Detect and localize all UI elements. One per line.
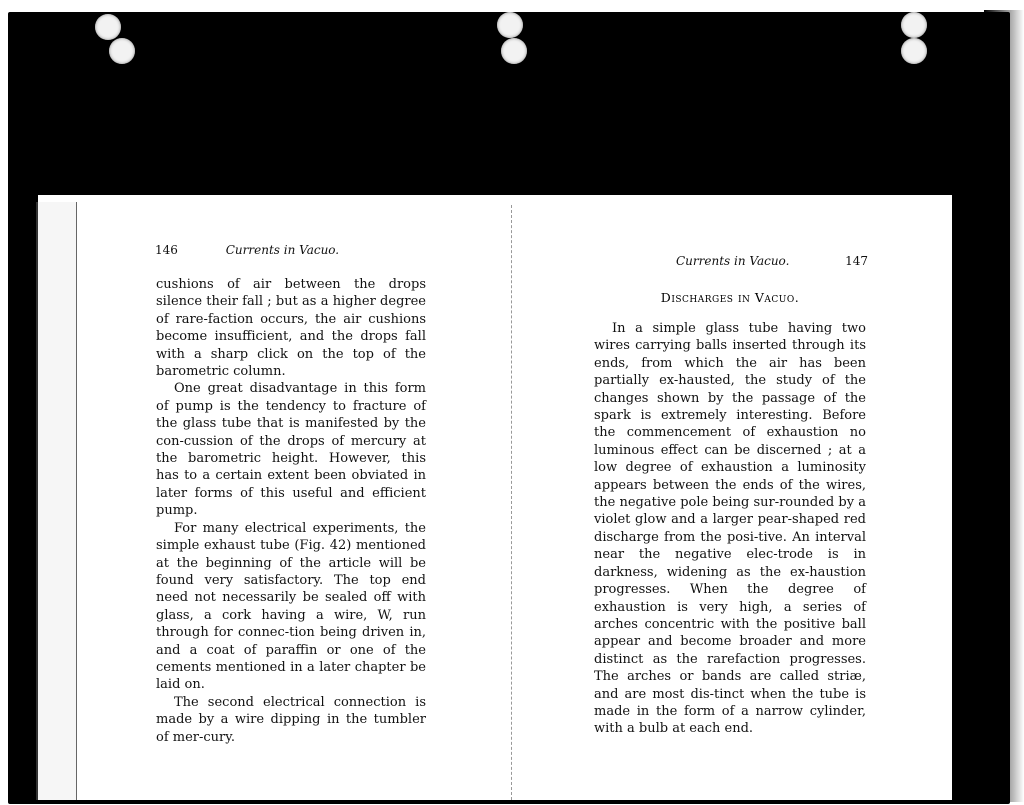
paragraph: One great disadvantage in this form of pump is the tendency to fracture of the glass tube that is manifested by the con-cussion of the drops of mercury at the barometric height. However, this has to a certain extent been obviated in later forms of this useful and efficient pump. (156, 381, 426, 519)
scan-shadow-edge (984, 10, 1024, 802)
binder-hole (95, 14, 121, 40)
running-title: Currents in Vacuo. (676, 254, 790, 268)
binder-hole (109, 38, 135, 64)
paragraph: The second electrical connection is made by a wire dipping in the tumbler of mer-cury. (156, 694, 426, 745)
page-number: 147 (845, 254, 868, 268)
book-gutter (511, 205, 514, 800)
running-title: Currents in Vacuo. (225, 243, 340, 257)
paragraph: In a simple glass tube having two wires carrying balls inserted through its ends, from which the air has been partially ex-hausted, the study of the changes shown by the passage of the spark is extremely interesting. Before the commencement of exhaustion no luminous effect can be discerned ; at a low degree of exhaustion a luminosity appears between the ends of the wires, the negative pole being sur-rounded by a violet glow and a larger pear-shaped red discharge from the posi-tive. An interval near the negative elec-trode is in darkness, widening as the ex-haustion progresses. When the degree of exhaustion is very high, a series of arches concentric with the positive ball appear and become broader and more distinct as the rarefaction progresses. The arches or bands are called striæ, and are most dis-tinct when the tube is made in the form of a narrow cylinder, with a bulb at each end. (594, 321, 866, 737)
binder-hole (901, 12, 927, 38)
section-title: Discharges in Vacuo. (660, 290, 800, 305)
book-edge (36, 202, 77, 800)
paragraph: cushions of air between the drops silence their fall ; but as a higher degree of rare-faction occurs, the air cushions become insufficient, and the drops fall with a sharp click on the top of the barometric column. (156, 277, 426, 380)
binder-hole (501, 38, 527, 64)
right-page-body (594, 320, 866, 738)
page-number: 146 (155, 243, 178, 257)
binder-hole (901, 38, 927, 64)
paragraph: For many electrical experiments, the simple exhaust tube (Fig. 42) mentioned at the beginning of the article will be found very satisfactory. The top end need not necessarily be sealed off with glass, a cork having a wire, W, run through for connec-tion being driven in, and a coat of paraffin or one of the cements mentioned in a later chapter be laid on. (156, 520, 426, 693)
right-page-header (676, 254, 868, 268)
binder-hole (497, 12, 523, 38)
left-page-header (155, 243, 425, 257)
left-page-body (156, 276, 426, 746)
